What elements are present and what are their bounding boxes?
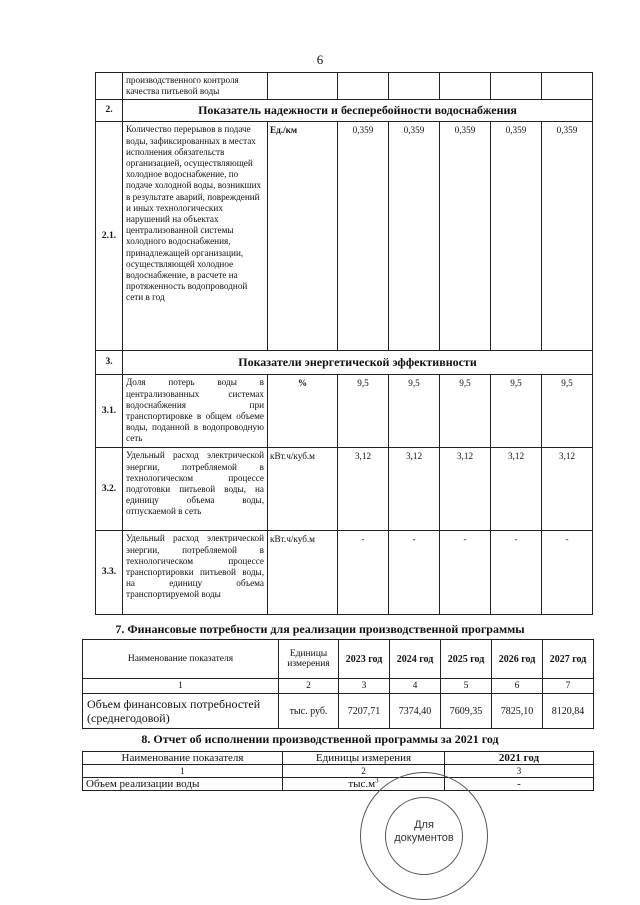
row-unit: тыс.м <box>348 778 376 790</box>
row-value: 9,5 <box>338 375 389 448</box>
column-index: 2 <box>279 679 339 694</box>
row-number: 3.2. <box>96 448 123 531</box>
section-title: Показатели энергетической эффективности <box>123 351 593 375</box>
column-header: 2021 год <box>445 752 594 765</box>
column-index: 6 <box>492 679 543 694</box>
column-index: 1 <box>83 679 279 694</box>
row-number: 3.3. <box>96 531 123 615</box>
table-row <box>96 531 593 615</box>
section7-heading: 7. Финансовые потребности для реализации производственной программы <box>115 622 525 636</box>
column-index: 3 <box>445 765 594 778</box>
row-number: 2.1. <box>96 122 123 351</box>
row-value: 7825,10 <box>492 694 543 729</box>
column-index: 1 <box>83 765 283 778</box>
row-value: 3,12 <box>491 448 542 531</box>
section-title: Показатель надежности и бесперебойности водоснабжения <box>123 100 593 122</box>
financial-needs-table <box>82 639 594 729</box>
row-value: - <box>445 778 594 791</box>
row-value: 0,359 <box>491 122 542 351</box>
row-value: 9,5 <box>542 375 593 448</box>
row-value: 0,359 <box>542 122 593 351</box>
row-value: 7374,40 <box>390 694 441 729</box>
section-number: 2. <box>96 100 123 122</box>
column-header: Единицы измерения <box>283 752 445 765</box>
row-value: 3,12 <box>440 448 491 531</box>
row-unit: кВт.ч/куб.м <box>268 531 338 615</box>
table-row <box>96 122 593 351</box>
column-index: 3 <box>339 679 390 694</box>
row-value: 7609,35 <box>441 694 492 729</box>
row-value: - <box>389 531 440 615</box>
column-header: 2023 год <box>339 640 390 679</box>
row-value: 9,5 <box>440 375 491 448</box>
indicators-table <box>95 72 593 615</box>
row-unit: % <box>268 375 338 448</box>
column-header: 2024 год <box>390 640 441 679</box>
section-number: 3. <box>96 351 123 375</box>
table-row <box>83 778 594 791</box>
row-name: Объем финансовых потребностей (среднегодовой) <box>83 694 279 729</box>
section-row <box>96 351 593 375</box>
table-row <box>83 694 594 729</box>
row-value: 3,12 <box>338 448 389 531</box>
column-header: 2026 год <box>492 640 543 679</box>
row-description: Доля потерь воды в централизованных системах водоснабжения при транспортировке в общем объеме воды, поданной в водопроводную сеть <box>123 375 268 448</box>
row-value: - <box>440 531 491 615</box>
column-header: Единицы измерения <box>279 640 339 679</box>
row-value: 0,359 <box>389 122 440 351</box>
column-header: Наименование показателя <box>83 752 283 765</box>
row-value: 7207,71 <box>339 694 390 729</box>
column-header: 2027 год <box>543 640 594 679</box>
column-index: 4 <box>390 679 441 694</box>
table-header-row <box>83 752 594 765</box>
row-value: 0,359 <box>440 122 491 351</box>
row-value: 3,12 <box>542 448 593 531</box>
row-value: 0,359 <box>338 122 389 351</box>
row-value: 8120,84 <box>543 694 594 729</box>
row-name: Объем реализации воды <box>83 778 283 791</box>
row-value: - <box>338 531 389 615</box>
row-value: 9,5 <box>491 375 542 448</box>
row-unit-sup: 3 <box>375 776 379 785</box>
row-unit: тыс. руб. <box>279 694 339 729</box>
row-unit: Ед./км <box>268 122 338 351</box>
table-index-row <box>83 679 594 694</box>
row-value: 9,5 <box>389 375 440 448</box>
table-index-row <box>83 765 594 778</box>
column-index: 5 <box>441 679 492 694</box>
execution-report-table <box>82 751 594 791</box>
row-description: Удельный расход электрической энергии, потребляемой в технологическом процессе транспортировки питьевой воды, на единицу объема транспортируемой воды <box>123 531 268 615</box>
column-header: 2025 год <box>441 640 492 679</box>
section-row <box>96 100 593 122</box>
row-description: Количество перерывов в подаче воды, зафиксированных в местах исполнения обязательств организацией, осуществляющей холодное водоснабжение, по подаче холодной воды, возникших в результате аварий, повреждений и иных технологических нарушений на объектах централизованной системы холодного водоснабжения, принадлежащей организации, осуществляющей холодное водоснабжение, в расчете на протяженность водопроводной сети в год <box>123 122 268 351</box>
row-number: 3.1. <box>96 375 123 448</box>
row-value: - <box>542 531 593 615</box>
section8-heading: 8. Отчет об исполнении производственной программы за 2021 год <box>141 732 499 746</box>
row-value: 3,12 <box>389 448 440 531</box>
column-index: 2 <box>283 765 445 778</box>
stamp-text: Для документов <box>394 819 454 844</box>
row-value: - <box>491 531 542 615</box>
table-header-row <box>83 640 594 679</box>
page-number: 6 <box>316 52 324 67</box>
row-unit: кВт.ч/куб.м <box>268 448 338 531</box>
row-description: Удельный расход электрической энергии, потребляемой в технологическом процессе подготовки питьевой воды, на единицу объема воды, отпускаемой в сеть <box>123 448 268 531</box>
table-row <box>96 448 593 531</box>
table-row <box>96 375 593 448</box>
table-row <box>96 73 593 100</box>
column-index: 7 <box>543 679 594 694</box>
row-description: производственного контроля качества питьевой воды <box>123 73 268 100</box>
column-header: Наименование показателя <box>83 640 279 679</box>
